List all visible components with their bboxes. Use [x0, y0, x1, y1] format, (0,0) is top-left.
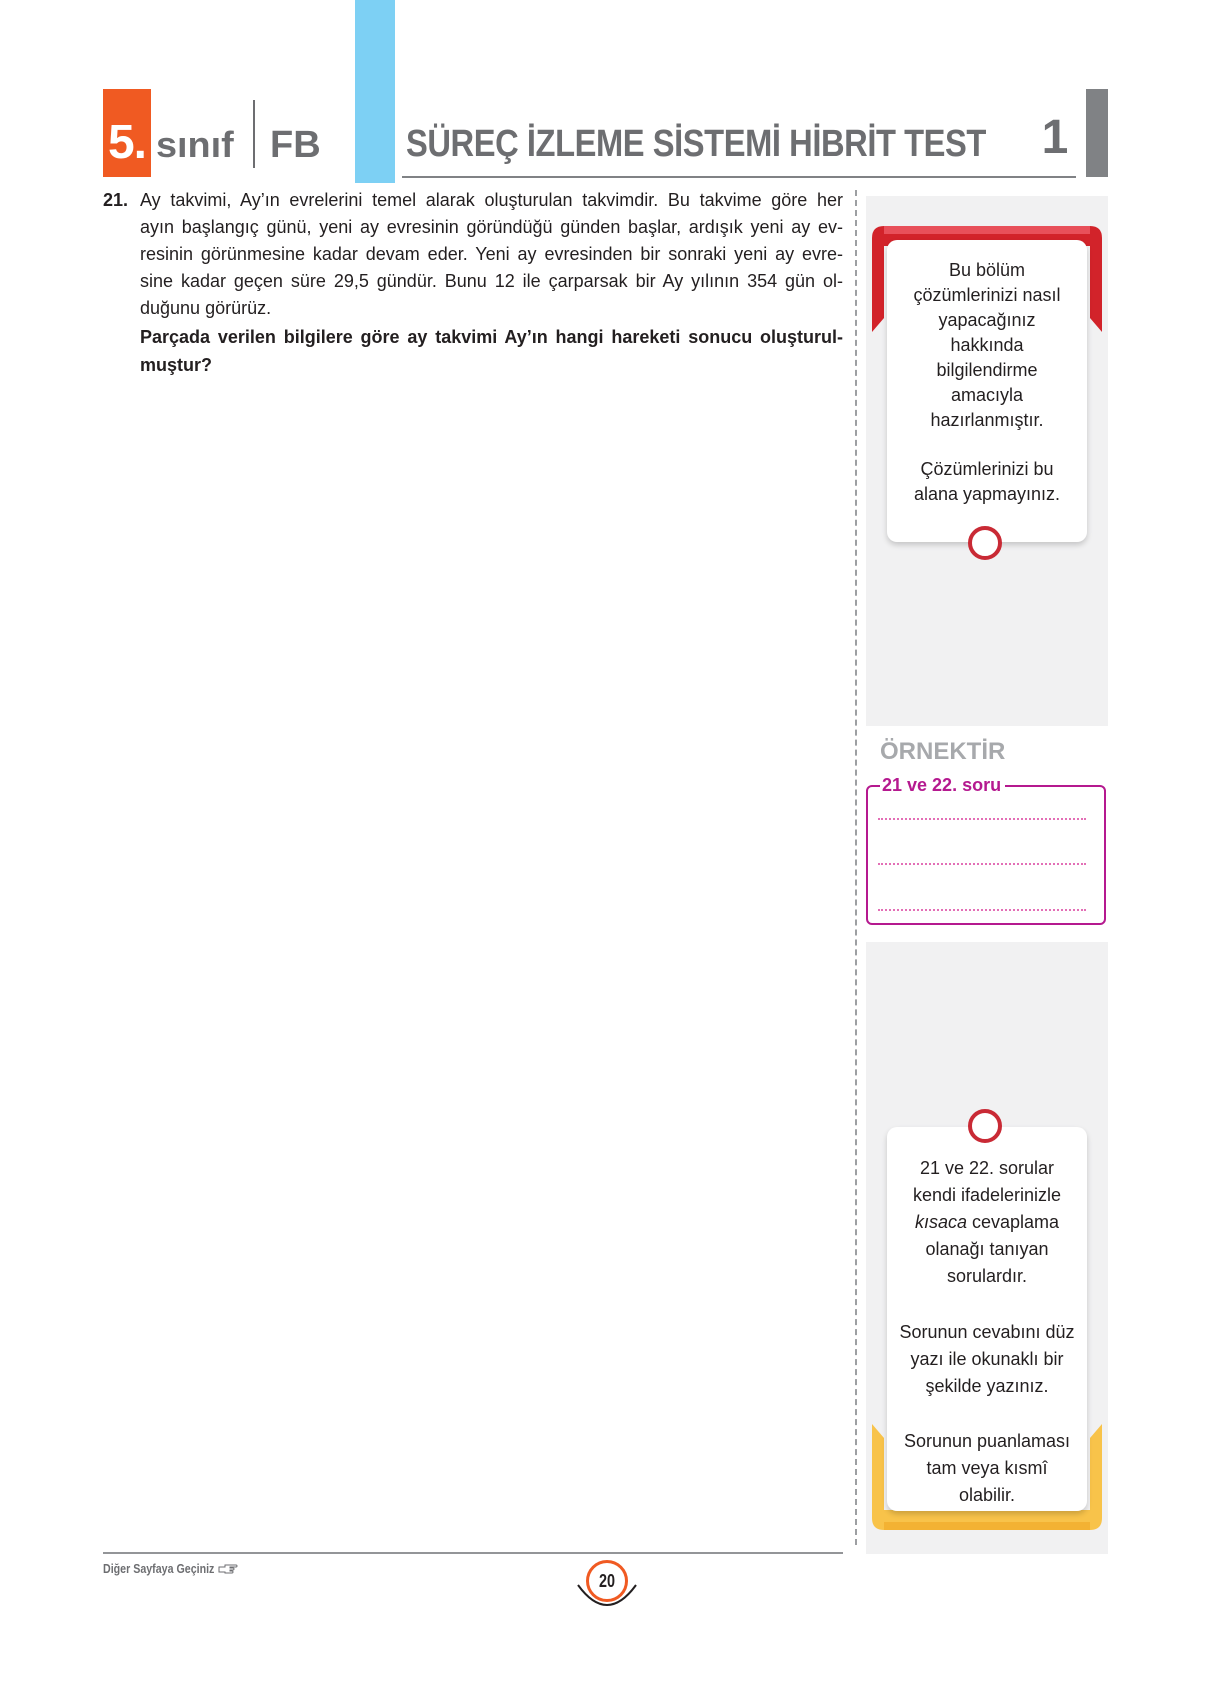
header-accent-bar [355, 0, 395, 183]
page-title: SÜREÇ İZLEME SİSTEMİ HİBRİT TEST [406, 123, 986, 165]
rules-paragraph [887, 1319, 1087, 1400]
info-card-warning [887, 457, 1087, 507]
header-tab [1086, 89, 1108, 177]
rules-line: 21 ve 22. sorular [919, 1158, 1055, 1178]
rules-line: Sorunun cevabını düz [899, 1322, 1075, 1342]
info-line: hakkında [950, 335, 1024, 355]
passage-line: duğunu görürüz. [140, 298, 272, 318]
title-underline [402, 176, 1076, 178]
question-number: 21. [103, 190, 129, 210]
info-line: Bu bölüm [948, 260, 1026, 280]
example-answer-line [878, 818, 1086, 820]
example-label: 21 ve 22. soru [880, 773, 1005, 797]
info-line: çözümlerinizi nasıl [913, 285, 1061, 305]
grade-number: 5. [107, 116, 147, 169]
rules-italic-word: kısaca [914, 1212, 967, 1232]
grade-word: sınıf [156, 124, 234, 165]
rules-line: olanağı tanıyan [925, 1239, 1049, 1259]
next-page-text: Diğer Sayfaya Geçiniz [103, 1561, 215, 1576]
example-title: ÖRNEKTİR [880, 738, 1006, 765]
rules-paragraph [887, 1428, 1087, 1509]
info-line: hazırlanmıştır. [930, 410, 1044, 430]
example-box [866, 785, 1106, 925]
rules-line: yazı ile okunaklı bir [910, 1349, 1064, 1369]
test-number: 1 [1041, 111, 1069, 164]
info-line: amacıyla [950, 385, 1024, 405]
column-separator [855, 190, 857, 1545]
rules-line: tam veya kısmî [926, 1458, 1048, 1478]
example-answer-line [878, 863, 1086, 865]
passage-line: resinin görünmesine kadar devam eder. Yeni ay evresinden bir sonraki yeni ay evre- [140, 244, 843, 264]
rules-line: olabilir. [958, 1485, 1016, 1505]
example-answer-line [878, 909, 1086, 911]
rules-line: kendi ifadelerinizle [912, 1185, 1062, 1205]
rules-paragraph [887, 1155, 1087, 1290]
question-passage [140, 187, 843, 322]
info-card-paragraph [887, 258, 1087, 433]
question-prompt [140, 323, 843, 379]
rules-line [887, 1209, 1087, 1236]
footer-rule [103, 1552, 843, 1554]
info-line: bilgilendirme [936, 360, 1038, 380]
rules-line: şekilde yazınız. [925, 1376, 1049, 1396]
passage-line: sine kadar geçen süre 29,5 gündür. Bunu 12 ile çarparsak bir Ay yılının 354 gün ol- [140, 271, 843, 291]
page-number: 20 [598, 1571, 616, 1591]
rules-line-rest: cevaplama [966, 1212, 1060, 1232]
rules-line: Sorunun puanlaması [903, 1431, 1071, 1451]
rules-line: sorulardır. [946, 1266, 1028, 1286]
info-line: yapacağınız [938, 310, 1036, 330]
passage-line: Ay takvimi, Ay’ın evrelerini temel alarak oluşturulan takvimdir. Bu takvime göre her [140, 190, 843, 210]
header-divider [253, 100, 255, 168]
info-line: Çözümlerinizi bu [920, 459, 1054, 479]
ring-icon [968, 526, 1002, 560]
passage-line: ayın başlangıç günü, yeni ay evresinin göründüğü günden başlar, ardışık yeni ay ev- [140, 217, 843, 237]
prompt-line: Parçada verilen bilgilere göre ay takvimi Ay’ın hangi hareketi sonucu oluşturul- [140, 327, 843, 347]
ring-icon [968, 1109, 1002, 1143]
prompt-line: muştur? [140, 355, 212, 375]
info-line: alana yapmayınız. [913, 484, 1061, 504]
pointing-hand-icon [218, 1563, 238, 1575]
subject-code: FB [270, 124, 321, 166]
